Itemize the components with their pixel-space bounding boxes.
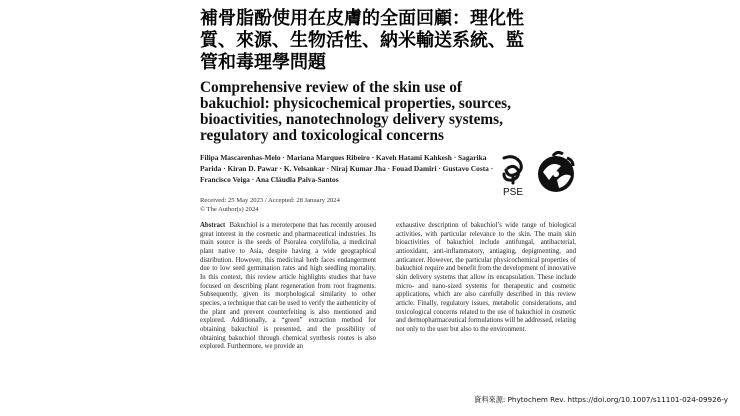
abstract-column-right: exhaustive description of bakuchiol’s wide range of biological activities, with particular relevance to the skin. The main skin bioactivities of bakuchiol include antifungal, antibacterial, antioxidant, anti-inflammatory, antiaging, depigmenting, and anticancer. However, the particular physicochemical properties of bakuchiol require and benefit from the development of innovative skin delivery systems that allow its encapsulation. These include micro- and nano-sized systems for therapeutic and cosmetic applications, which are also carefully described in this review article. Finally, regulatory issues, metabolic considerations, and toxicological concerns related to the use of bakuchiol in cosmetic and dermopharmaceutical formulations will be addressed, relating not only to the user but also to the environment. xyxy=(396,222,576,333)
abstract-column-left xyxy=(200,222,376,352)
journal-emblem xyxy=(533,150,579,196)
copyright-line: © The Author(s) 2024 xyxy=(200,206,259,213)
abstract-label: Abstract xyxy=(200,222,226,229)
author-list: Filipa Mascarenhas-Melo · Mariana Marques Ribeiro · Kaveh Hatami Kahkesh · Sagarika Parida · Kiran D. Pawar · K. Velsankar · Niraj Kumar Jha · Fouad Damiri · Gustavo Costa · Francisco Veiga · Ana Cláudia Paiva-Santos xyxy=(200,153,494,185)
pse-logo-icon xyxy=(498,150,528,198)
pse-logo-text: PSE xyxy=(502,187,524,198)
received-accepted-line: Received: 25 May 2023 / Accepted: 28 January 2024 xyxy=(200,197,340,204)
publication-dates xyxy=(200,196,500,214)
paper-title: Comprehensive review of the skin use of bakuchiol: physicochemical properties, sources, bioactivities, nanotechnology delivery systems, regulatory and toxicological concerns xyxy=(200,79,511,144)
abstract-text-left: Bakuchiol is a meroterpene that has recently aroused great interest in the cosmetic and pharmaceutical industries. Its main source is the seeds of Psoralea corylifolia, a medicinal plant native to Asia, despite having a wide geographical distribution. However, this medicinal herb faces endangerment due to low seed germination rates and high seedling mortality. In this context, this review article highlights studies that have focused on describing plant regeneration from root fragments. Subsequently, given its morphological similarity to other species, a technique that can be used to verify the authenticity of the plant and prevent counterfeiting is also mentioned and explored. Additionally, a “green” extraction method for obtaining bakuchiol is presented, and the possibility of obtaining bakuchiol through chemical synthesis routes is also explored. Furthermore, we provide an xyxy=(200,222,376,351)
chinese-title: 補骨脂酚使用在皮膚的全面回顧：理化性質、來源、生物活性、納米輸送系統、監管和毒理學問題 xyxy=(200,8,524,73)
source-citation: 資料來源: Phytochem Rev. https://doi.org/10.1007/s11101-024-09926-y xyxy=(474,395,728,404)
pse-logo xyxy=(498,150,528,198)
leaf-emblem-icon xyxy=(533,150,579,196)
